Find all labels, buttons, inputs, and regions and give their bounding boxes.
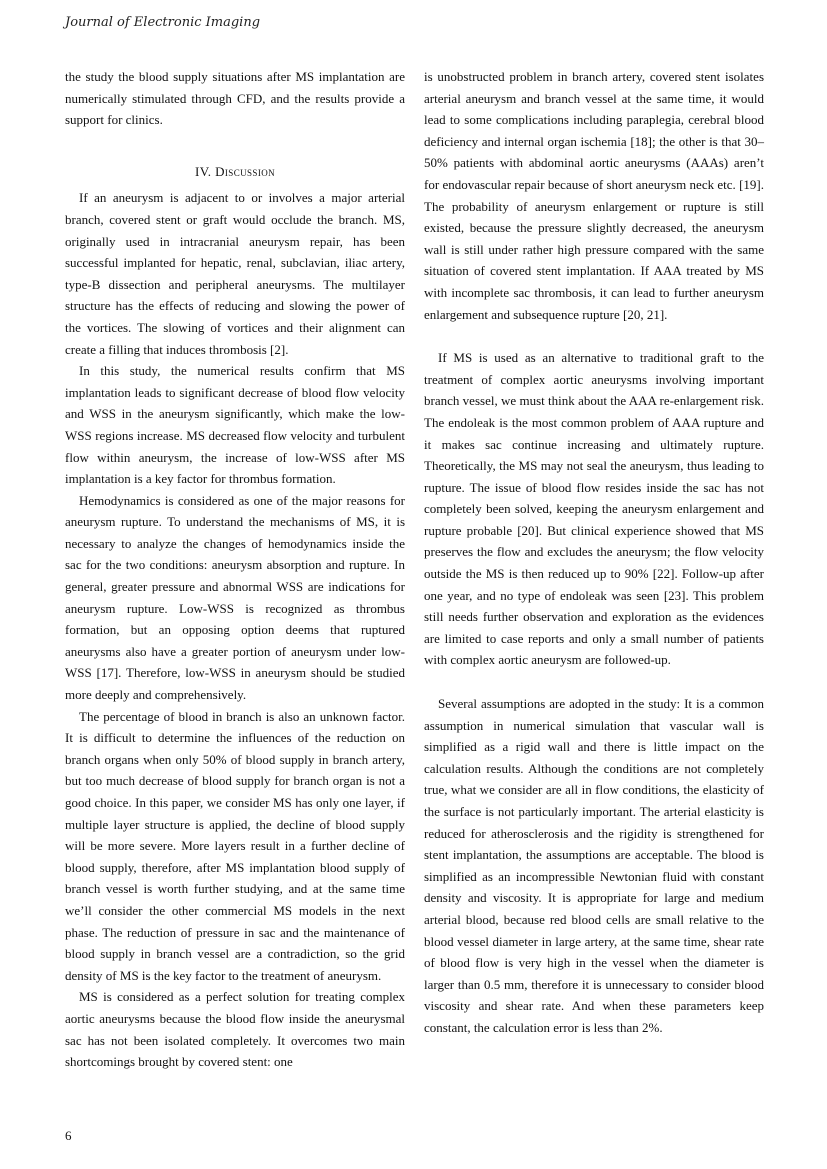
body-paragraph: The percentage of blood in branch is also an unknown factor. It is difficult to determine the influences of the reduction on branch organs when only 50% of blood supply in branch artery, but too much decrease of blood supply for branch organ is not a good choice. In this paper, we consider MS has only one layer, if multiple layer structure is applied, the decline of blood supply will be more severe. More layers result in a further decline of blood supply, therefore, after MS implantation blood supply of branch vessel is worth further studying, and at the same time we’ll consider the other commercial MS models in the next phase. The reduction of pressure in sac and the maintenance of blood supply in branch vessel are a contradiction, so the grid density of MS is the key factor to the treatment of aneurysm.	[65, 708, 405, 983]
section-heading-discussion	[65, 161, 405, 183]
body-paragraph: MS is considered as a perfect solution for treating complex aortic aneurysms because the blood flow inside the aneurysmal sac has not been isolated completely. It overcomes two main shortcomings brought by covered stent: one	[65, 989, 405, 1070]
body-paragraph: is unobstructed problem in branch artery, covered stent isolates arterial aneurysm and branch vessel at the same time, it would lead to some complications including paraplegia, cerebral blood deficiency and internal organ ischemia [18]; the other is that 30–50% patients with abdominal aortic aneurysms (AAAs) aren’t for endovascular repair because of short aneurysm neck etc. [19]. The probability of aneurysm enlargement or rupture is still existed, because the pressure slightly decreased, the aneurysm wall is still under rather high pressure compared with the same situation of covered stent implantation. If AAA treated by MS with incomplete sac thrombosis, it can lead to further aneurysm enlargement and subsequence rupture [20, 21].	[424, 69, 764, 322]
body-paragraph: Hemodynamics is considered as one of the major reasons for aneurysm rupture. To understand the mechanisms of MS, it is necessary to analyze the changes of hemodynamics inside the sac for the two conditions: aneurysm absorption and rupture. In general, greater pressure and abnormal WSS are indications for aneurysm rupture. Low-WSS is recognized as thrombus formation, but an opposing option deems that ruptured aneurysms also have a greater portion of aneurysm under low-WSS [17]. Therefore, low-WSS in aneurysm should be studied more deeply and comprehensively.	[65, 492, 405, 703]
body-paragraph: If an aneurysm is adjacent to or involves a major arterial branch, covered stent or graft would occlude the branch. MS, originally used in intracranial aneurysm repair, has been successful implanted for hepatic, renal, subclavian, iliac artery, type-B dissection and peripheral aneurysms. The multilayer structure has the effects of reducing and slowing the power of the vortices. The slowing of vortices and their alignment can create a filling that induces thrombosis [2].	[65, 190, 405, 357]
intro-continuation-paragraph: the study the blood supply situations after MS implantation are numerically stimulated through CFD, and the results provide a support for clinics.	[65, 69, 405, 128]
section-number: IV.	[194, 163, 212, 179]
body-paragraph: In this study, the numerical results confirm that MS implantation leads to significant decrease of blood flow velocity and WSS in the aneurysm significantly, which make the low-WSS regions increase. MS decreased flow velocity and turbulent flow within aneurysm, the increase of low-WSS after MS implantation is a key factor for thrombus formation.	[65, 363, 405, 487]
left-column	[65, 66, 405, 1073]
page-number: 6	[65, 1128, 72, 1143]
section-title: Discussion	[215, 163, 276, 179]
right-column	[424, 66, 764, 1039]
body-paragraph: Several assumptions are adopted in the study: It is a common assumption in numerical simulation that vascular wall is simplified as a rigid wall and there is little impact on the calculation results. Although the conditions are not completely true, what we consider are all in flow conditions, the elasticity of the surface is not particularly important. The arterial elasticity is reduced for atherosclerosis and the rigidity is strengthened for stent implantation, the assumptions are acceptable. The blood is simplified as an incompressible Newtonian fluid with constant density and viscosity. It is appropriate for large and medium arterial blood, because red blood cells are small relative to the blood vessel diameter in large artery, at the same time, shear rate of blood flow is very high in the vessel when the diameter is larger than 0.5 mm, therefore it is unnecessary to consider blood viscosity and shear rate. And when these parameters keep constant, the calculation error is less than 2%.	[424, 696, 764, 1035]
body-paragraph: If MS is used as an alternative to traditional graft to the treatment of complex aortic aneurysms involving important branch vessel, we must think about the AAA re-enlargement risk. The endoleak is the most common problem of AAA rupture and it makes sac continue increasing and ultimately rupture. Theoretically, the MS may not seal the aneurysm, thus leading to rupture. The issue of blood flow resides inside the sac has not completely been solved, keeping the aneurysm enlargement and rupture probable [20]. But clinical experience showed that MS preserves the flow and excludes the aneurysm; the flow velocity outside the MS is then reduced up to 90% [22]. Follow-up after one year, and no type of endoleak was seen [23]. This problem still needs further observation and exploration as the evidences are limited to case reports and only a small number of patients with complex aortic aneurysm are followed-up.	[424, 350, 764, 668]
running-head-journal-title: Journal of Electronic Imaging	[65, 15, 261, 30]
